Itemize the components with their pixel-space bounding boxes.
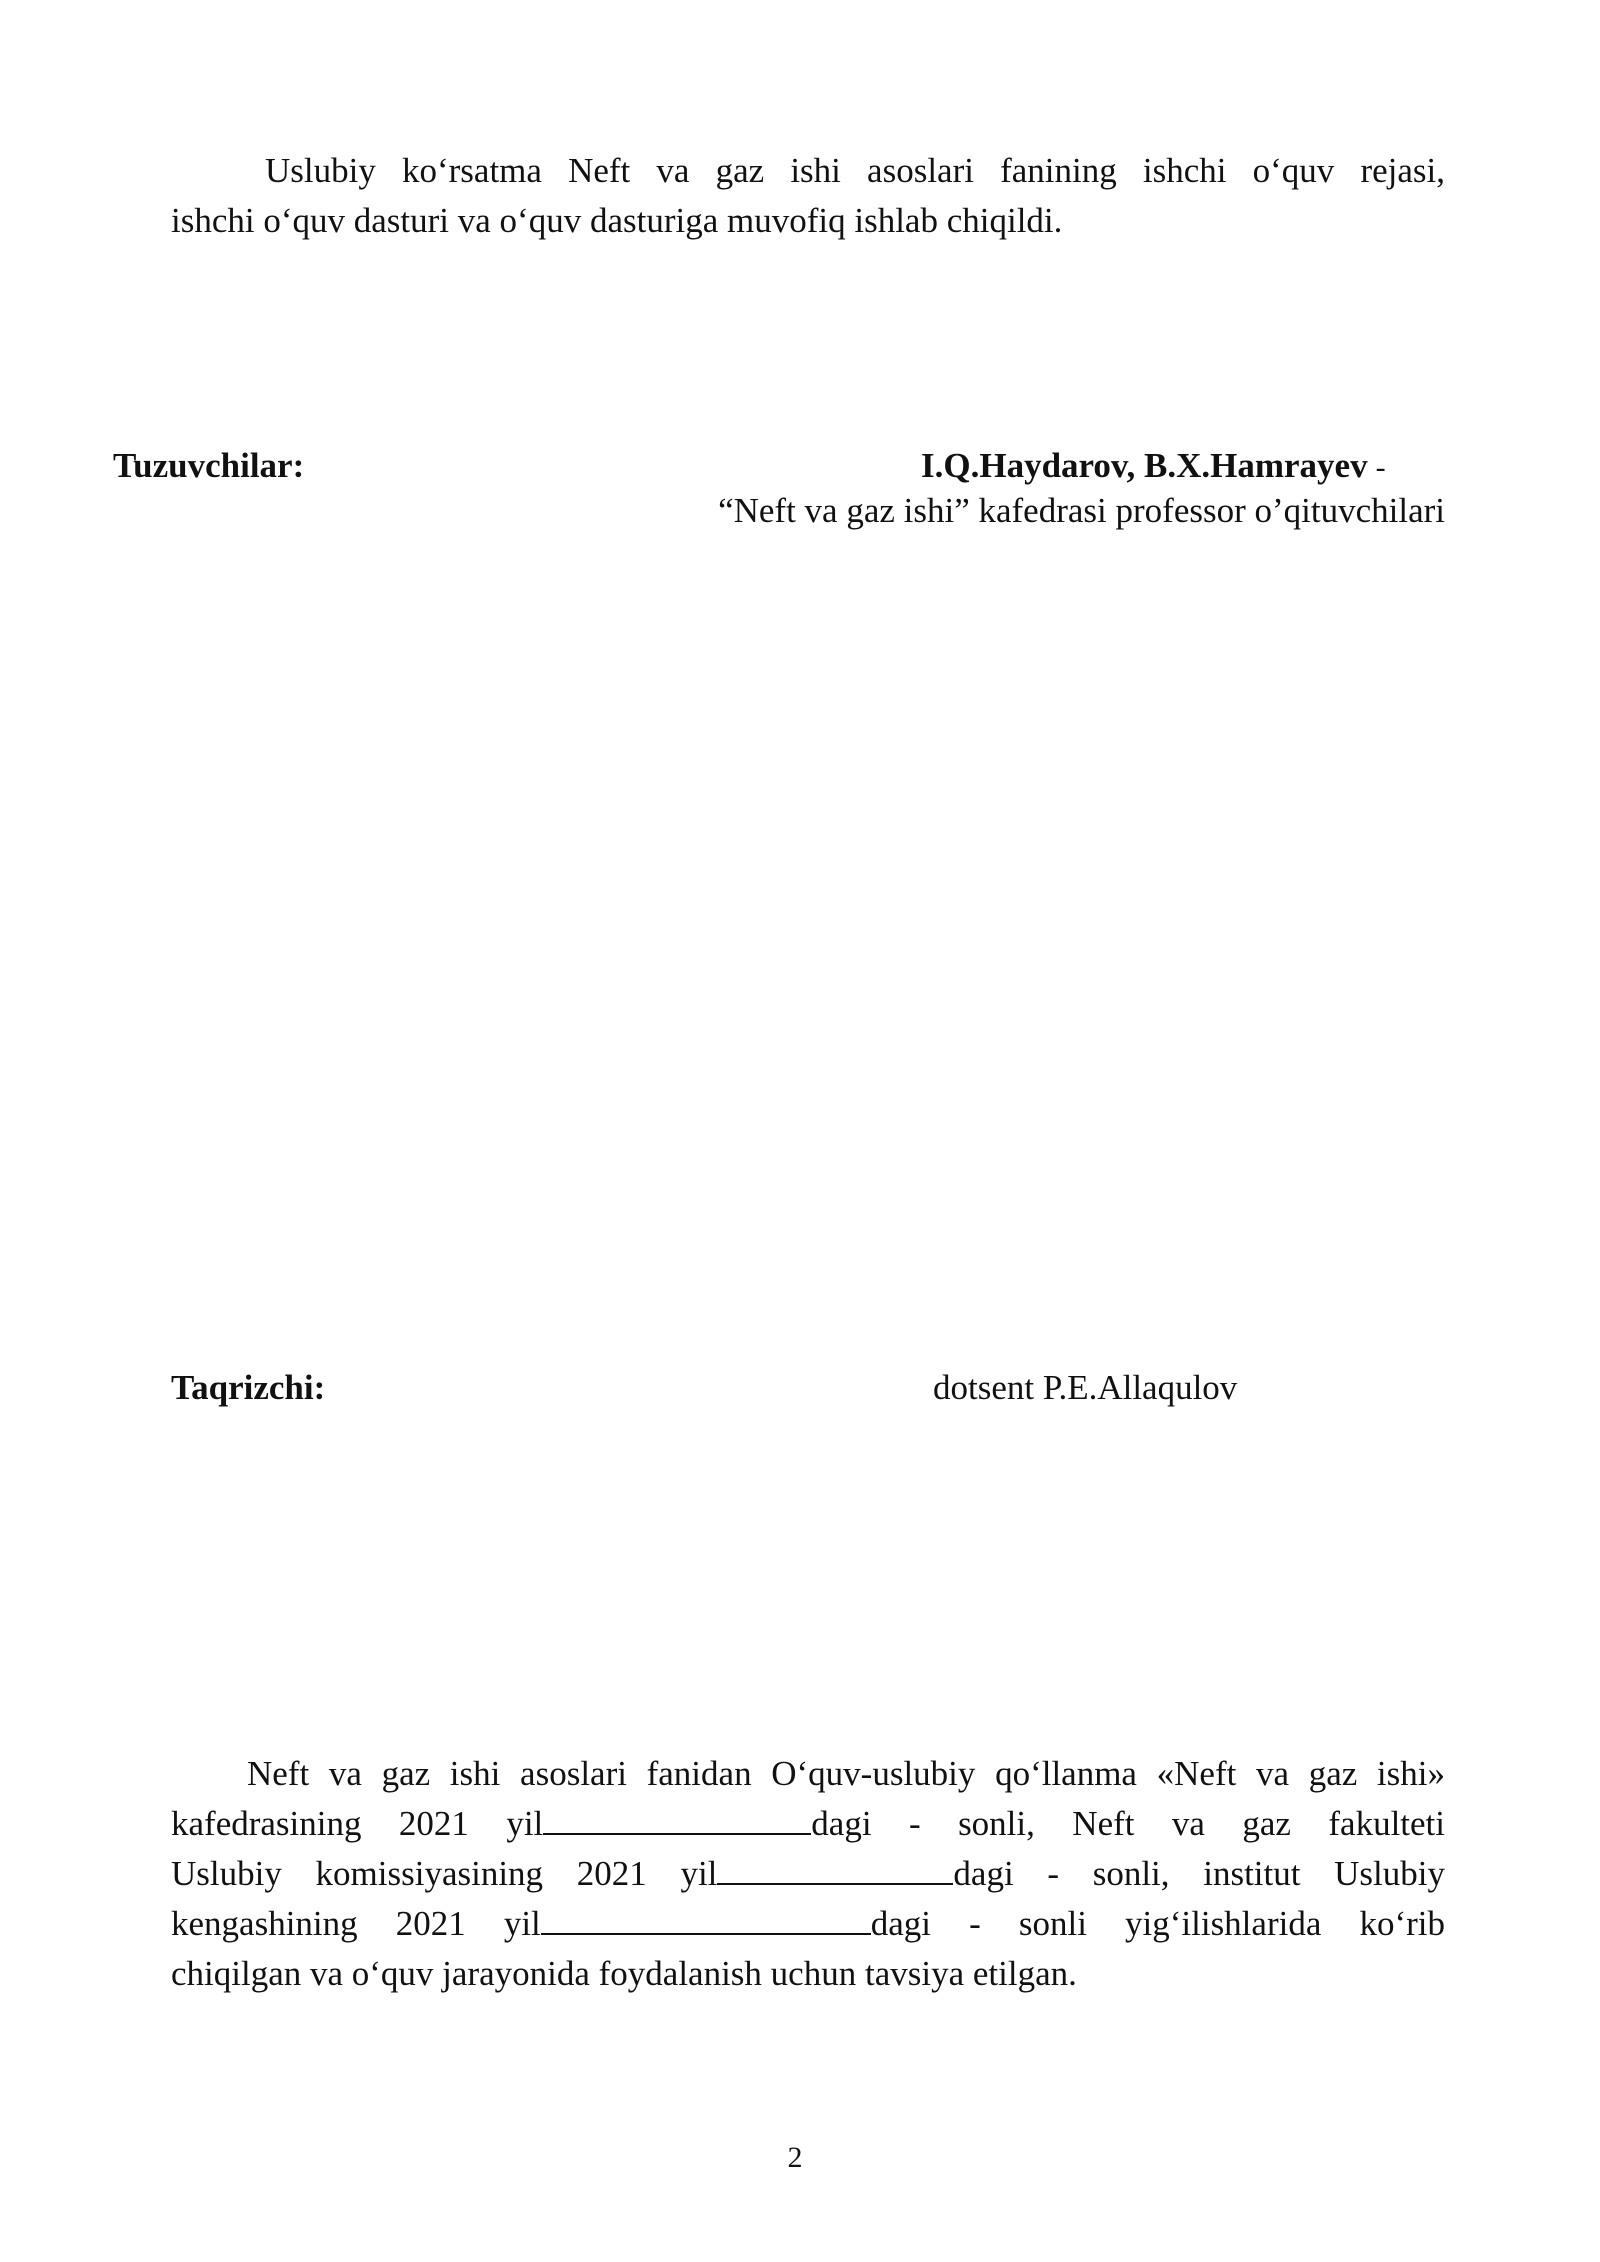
approval-line-3-end: dagi - sonli, institut Uslubiy (953, 1854, 1446, 1893)
approval-paragraph (171, 1749, 1445, 1999)
approval-line-1: Neft va gaz ishi asoslari fanidan O‘quv-uslubiy qo‘llanma «Neft va gaz ishi» (247, 1754, 1445, 1793)
approval-line-4-start: kengashining 2021 yil (171, 1904, 541, 1943)
approval-line-2-end: dagi - sonli, Neft va gaz fakulteti (811, 1804, 1445, 1843)
intro-paragraph (171, 146, 1445, 246)
approval-line-2 (171, 1799, 1445, 1849)
approval-line-2-start: kafedrasining 2021 yil (171, 1804, 544, 1843)
intro-line-2: ishchi o‘quv dasturi va o‘quv dasturiga muvofiq ishlab chiqildi. (171, 201, 1063, 240)
approval-line-5: chiqilgan va o‘quv jarayonida foydalanish uchun tavsiya etilgan. (171, 1954, 1077, 1993)
authors-names: I.Q.Haydarov, B.X.Hamrayev (921, 446, 1368, 485)
approval-line-4 (171, 1899, 1445, 1949)
intro-line-1: Uslubiy ko‘rsatma Neft va gaz ishi asoslari fanining ishchi o‘quv rejasi, (265, 151, 1445, 190)
authors-affiliation: “Neft va gaz ishi” kafedrasi professor o’qituvchilari (718, 491, 1445, 530)
date-blank-2 (717, 1849, 953, 1885)
date-blank-3 (541, 1899, 871, 1935)
reviewer-label: Taqrizchi: (171, 1368, 326, 1407)
approval-line-3-start: Uslubiy komissiyasining 2021 yil (171, 1854, 718, 1893)
approval-line-3 (171, 1849, 1445, 1899)
authors-dash: - (1375, 451, 1386, 484)
date-blank-1 (543, 1799, 811, 1835)
authors-label: Tuzuvchilar: (113, 446, 305, 485)
reviewer-name: dotsent P.E.Allaqulov (933, 1368, 1238, 1407)
approval-line-4-end: dagi - sonli yig‘ilishlarida ko‘rib (870, 1904, 1445, 1943)
page-number: 2 (787, 2141, 803, 2174)
